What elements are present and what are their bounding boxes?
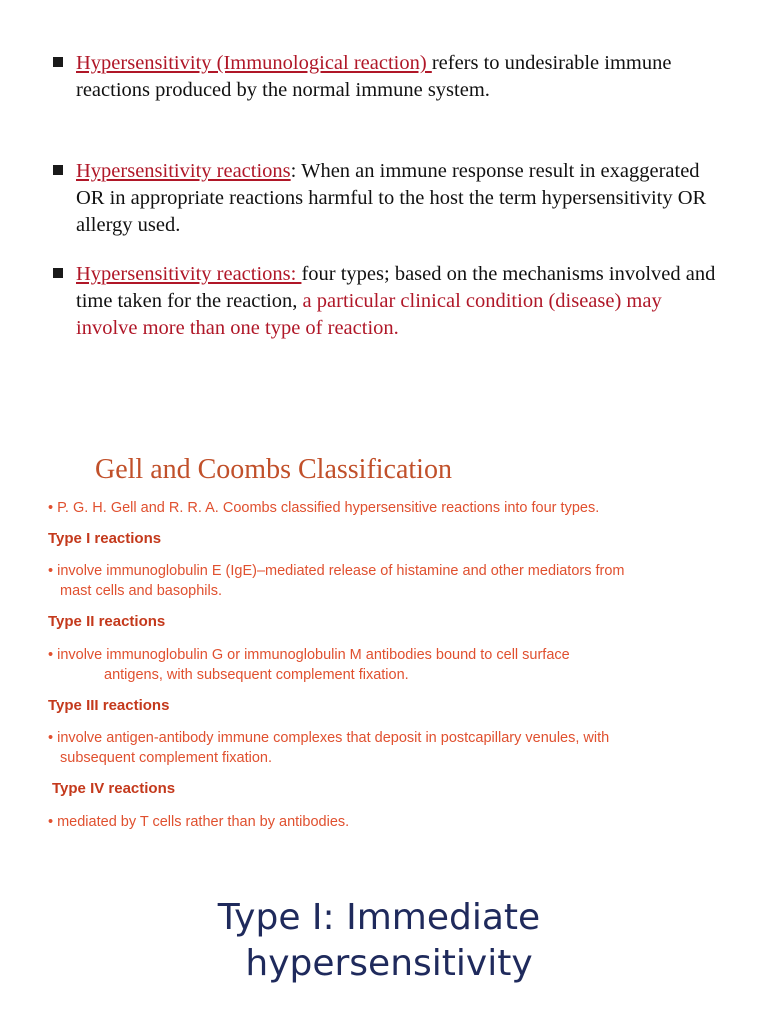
bullet-text: four types; based on the mechanisms involved and time taken for the reaction, — [76, 263, 716, 312]
square-bullet-icon — [53, 165, 63, 175]
type-description: • involve immunoglobulin G or immunoglobulin M antibodies bound to cell surface — [48, 647, 570, 663]
bullet-red-text: a particular clinical condition (disease) may involve more than one type of reaction. — [76, 290, 662, 339]
slide-hypersensitivity-definitions — [0, 0, 768, 400]
bullet-types — [76, 261, 726, 342]
bullet-text: : When an immune response result in exaggerated OR in appropriate reactions harmful to the host the term hypersensitivity OR allergy used. — [76, 160, 707, 236]
bullet-term: Hypersensitivity (Immunological reaction) — [76, 52, 432, 74]
type-heading: Type IV reactions — [52, 780, 176, 797]
bullet-text: refers to undesirable immune reactions produced by the normal immune system. — [76, 52, 672, 101]
intro-text: • P. G. H. Gell and R. R. A. Coombs classified hypersensitive reactions into four types. — [48, 500, 600, 516]
square-bullet-icon — [53, 268, 63, 278]
type-description: • involve antigen-antibody immune complexes that deposit in postcapillary venules, with — [48, 730, 610, 746]
slide-title-line2: hypersensitivity — [245, 943, 533, 984]
bullet-definition — [76, 50, 726, 104]
bullet-term: Hypersensitivity reactions: — [76, 263, 302, 285]
type-description: • mediated by T cells rather than by antibodies. — [48, 814, 350, 830]
type-heading: Type III reactions — [48, 697, 170, 714]
slide-type-i-title — [0, 895, 768, 1015]
slide-title: Gell and Coombs Classification — [95, 454, 452, 485]
type-description: • involve immunoglobulin E (IgE)–mediated release of histamine and other mediators from — [48, 563, 625, 579]
type-description-cont: subsequent complement fixation. — [60, 750, 272, 766]
type-description-cont: antigens, with subsequent complement fixation. — [104, 667, 409, 683]
slide-title-line1: Type I: Immediate — [217, 897, 541, 938]
type-description-cont: mast cells and basophils. — [60, 583, 222, 599]
type-heading: Type II reactions — [48, 613, 166, 630]
square-bullet-icon — [53, 57, 63, 67]
bullet-reactions — [76, 158, 726, 239]
type-heading: Type I reactions — [48, 530, 162, 547]
slide-gell-coombs-classification — [0, 440, 768, 860]
bullet-term: Hypersensitivity reactions — [76, 160, 291, 182]
